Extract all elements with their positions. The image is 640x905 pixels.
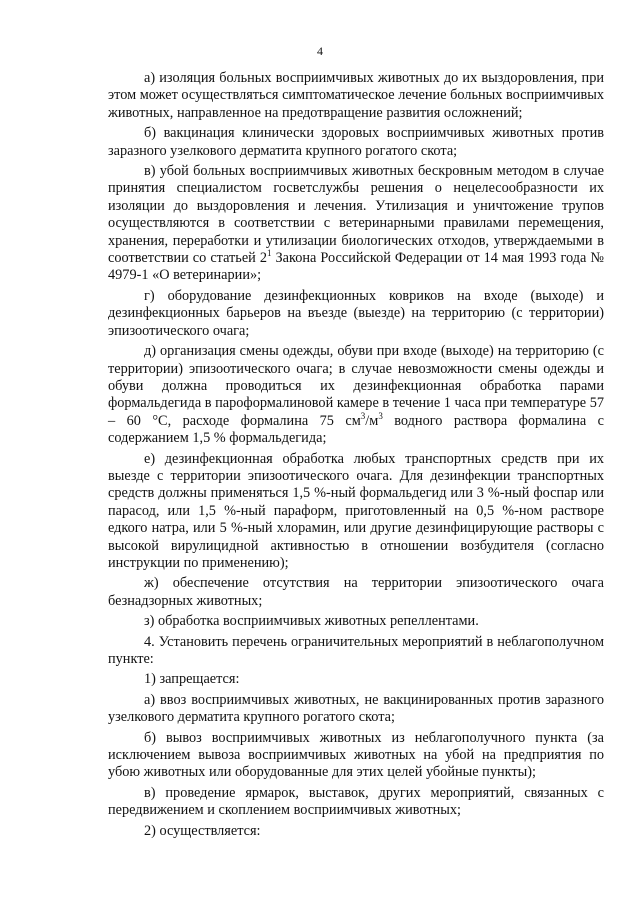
- paragraph-slaughter: [108, 163, 604, 285]
- paragraph-carried-out: 2) осуществляется:: [144, 822, 261, 839]
- page-number: 4: [317, 44, 323, 58]
- paragraph-repellents: з) обработка восприимчивых животных репеллентами.: [144, 613, 479, 630]
- unit-superscript: 3: [378, 410, 383, 421]
- paragraph-disinfection-mats: г) оборудование дезинфекционных ковриков на входе (выходе) и дезинфекционных барьеров на въезде (выезде) на территорию (с территории) эпизоотического очага;: [108, 287, 604, 339]
- unit-separator: /м: [365, 412, 379, 429]
- paragraph-import-ban: а) ввоз восприимчивых животных, не вакцинированных против заразного узелкового дерматита крупного рогатого скота;: [108, 691, 604, 726]
- paragraph-restrictions-heading: 4. Установить перечень ограничительных мероприятий в неблагополучном пункте:: [108, 633, 604, 667]
- paragraph-slaughter-tail: Закона Российской Федерации от 14 мая 1993 года № 4979-1 «О ветеринарии»;: [108, 250, 604, 284]
- paragraph-prohibited: 1) запрещается:: [144, 671, 240, 688]
- paragraph-clothing-change: [108, 343, 604, 447]
- unit-superscript: 3: [360, 410, 366, 421]
- paragraph-isolation: а) изоляция больных восприимчивых животных до их выздоровления, при этом может осуществляться симптоматическое лечение больных восприимчивых животных, направленное на предотвращение развития осложнений;: [108, 70, 604, 121]
- paragraph-clothing-tail: водного раствора формалина с содержанием 1,5 % формальдегида;: [108, 412, 604, 447]
- paragraph-fairs-ban: в) проведение ярмарок, выставок, других мероприятий, связанных с передвижением и скоплением восприимчивых животных;: [108, 784, 604, 819]
- paragraph-vaccination: б) вакцинация клинически здоровых восприимчивых животных против заразного узелкового дерматита крупного рогатого скота;: [108, 125, 604, 159]
- document-body: [108, 70, 604, 843]
- paragraph-stray-animals: ж) обеспечение отсутствия на территории эпизоотического очага безнадзорных животных;: [108, 575, 604, 609]
- paragraph-slaughter-text: в) убой больных восприимчивых животных бескровным методом в случае принятия специалистом госветслужбы решения о нецелесообразности их изоляции до выздоровления и лечения. Утилизация и уничтожение трупов осуществляются в соответствии с ветеринарными правилами перемещения, хранения, переработки и утилизации биологических отходов, утверждаемыми в соответствии со статьей 2: [108, 163, 604, 267]
- article-superscript: 1: [267, 248, 272, 259]
- paragraph-vehicle-disinfection: е) дезинфекционная обработка любых транспортных средств при их выезде с территории эпизоотического очага. Для дезинфекции транспортных средств должны применяться 1,5 %-ный формальдегид или 3 %-ный фоспар или парасод, или 1,5 %-ный параформ, приготовленный на 0,5 %-ном растворе едкого натра, или 5 %-ный хлорамин, или другие дезинфицирующие растворы с высокой вирулицидной активностью в отношении возбудителя (согласно инструкции по применению);: [108, 450, 604, 571]
- paragraph-export-ban: б) вывоз восприимчивых животных из неблагополучного пункта (за исключением вывоза восприимчивых животных на убой на предприятия по убою животных или оборудованные для этих целей убойные пункты);: [108, 729, 604, 781]
- paragraph-clothing-text: д) организация смены одежды, обуви при входе (выходе) на территорию (с территории) эпизоотического очага; в случае невозможности смены одежды и обуви должна проводиться их дезинфекционная обработка парами формальдегида в пароформалиновой камере в течение 1 часа при температуре 57 – 60 °С, расходе формалина 75 см: [108, 343, 604, 429]
